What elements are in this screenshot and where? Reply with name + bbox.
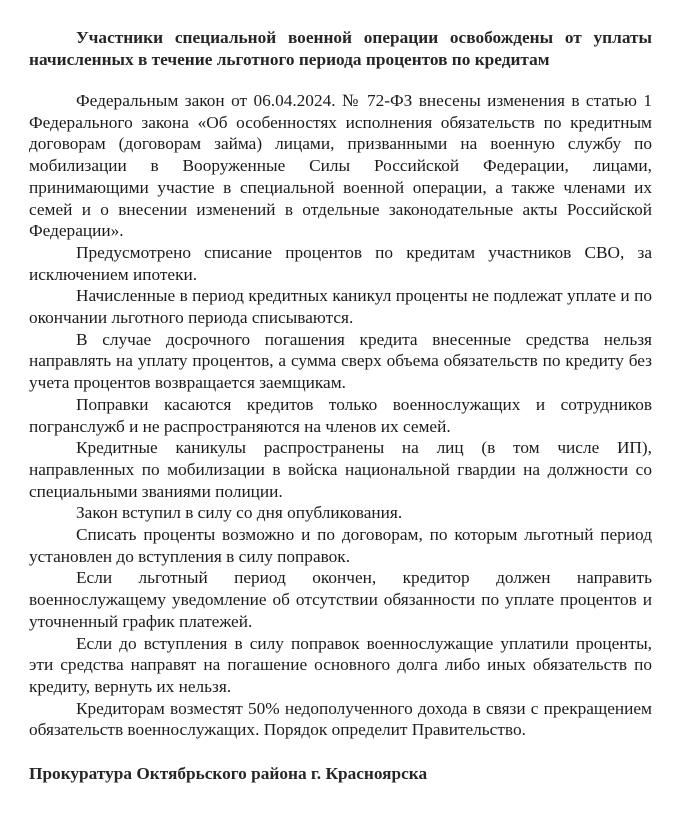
document-signature: Прокуратура Октябрьского района г. Красноярска: [29, 764, 428, 784]
paragraph-creditor-compensation: Кредиторам возместят 50% недополученного дохода в связи с прекращением обязательств военнослужащих. Порядок определит Правительство.: [29, 698, 652, 740]
document-body: [29, 90, 652, 741]
paragraph-early-repayment: В случае досрочного погашения кредита внесенные средства нельзя направлять на уплату процентов, а сумма сверх объема обязательств по кредиту без учета процентов возвращается заемщикам.: [29, 329, 652, 393]
paragraph-credit-holidays: Кредитные каникулы распространены на лиц (в том числе ИП), направленных по мобилизации в войска национальной гвардии на должности со специальными званиями полиции.: [29, 438, 652, 501]
paragraph-interest-write-off: Предусмотрено списание процентов по кредитам участников СВО, за исключением ипотеки.: [29, 242, 652, 284]
paragraph-paid-interest: Если до вступления в силу поправок военнослужащие уплатили проценты, эти средства направят на погашение основного долга либо иных обязательств по кредиту, вернуть их нельзя.: [29, 633, 652, 696]
paragraph-prior-contracts: Списать проценты возможно и по договорам, по которым льготный период установлен до вступления в силу поправок.: [29, 525, 652, 566]
paragraph-creditor-notice: Если льготный период окончен, кредитор должен направить военнослужащему уведомление об отсутствии обязанности по уплате процентов и уточненный график платежей.: [29, 568, 652, 631]
paragraph-accrued-interest: Начисленные в период кредитных каникул проценты не подлежат уплате и по окончании льготного периода списываются.: [29, 286, 652, 328]
document-title: Участники специальной военной операции освобождены от уплаты начисленных в течение льготного периода процентов по кредитам: [29, 28, 652, 69]
paragraph-scope: Поправки касаются кредитов только военнослужащих и сотрудников погранслужб и не распространяются на членов их семей.: [29, 394, 652, 436]
paragraph-entry-into-force: Закон вступил в силу со дня опубликования.: [76, 503, 403, 523]
paragraph-law-amendment: Федеральным закон от 06.04.2024. № 72-ФЗ внесены изменения в статью 1 Федерального закона «Об особенностях исполнения обязательств по кредитным договорам (договорам займа) лицами, призванными на военную службу по мобилизации в Вооруженные Силы Российской Федерации, лицами, принимающими участие в специальной военной операции, а также членами их семей и о внесении изменений в отдельные законодательные акты Российской Федерации».: [29, 91, 652, 241]
document-page: [29, 27, 652, 802]
